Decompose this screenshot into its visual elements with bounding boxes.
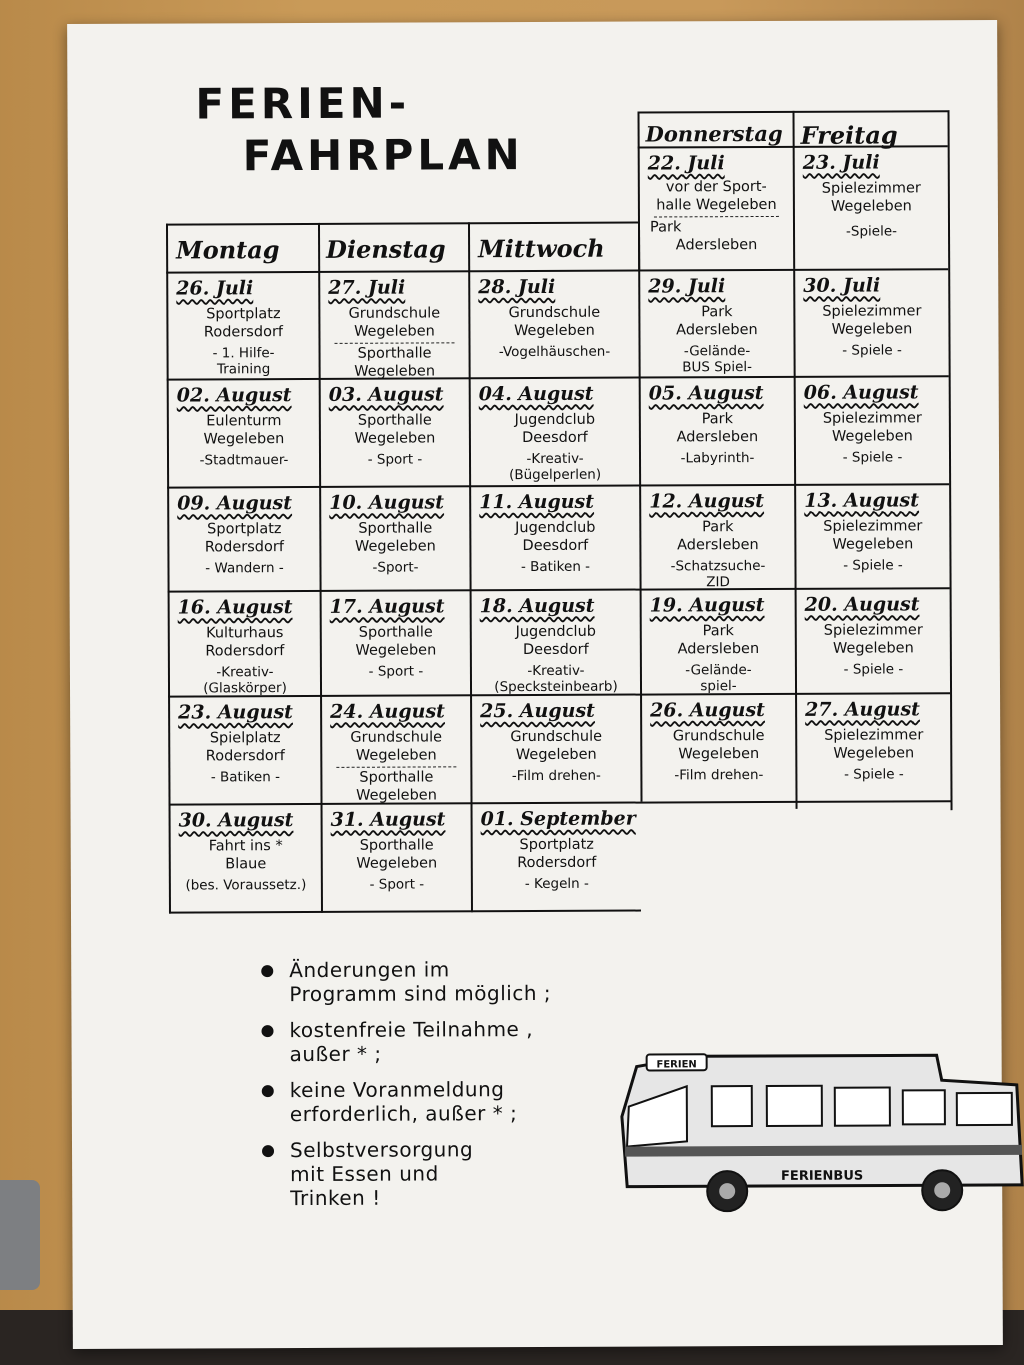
day-cell (641, 378, 794, 485)
day-place: Sportplatz (207, 521, 282, 538)
day-place: Wegeleben (831, 428, 913, 445)
day-activity: -Gelände- (685, 662, 752, 679)
day-cell (169, 380, 319, 487)
day-place: Wegeleben (831, 321, 913, 338)
day-activity: (Glaskörper) (203, 680, 287, 697)
day-activity: - Sport - (367, 451, 423, 468)
day-cell (168, 273, 318, 379)
day-activity: -Kreativ- (526, 450, 584, 468)
day-cell (797, 694, 950, 801)
day-place: Wegeleben (515, 746, 597, 764)
day-date: 24. August (330, 700, 445, 723)
day-activity: spiel- (700, 678, 737, 695)
note-item: kostenfreie Teilnahme , außer * ; (261, 1017, 621, 1067)
day-place: Adersleben (677, 537, 759, 554)
bullet-icon (262, 1085, 274, 1097)
day-place: Kulturhaus (206, 625, 284, 642)
day-date: 03. August (328, 383, 444, 406)
day-date: 02. August (176, 384, 292, 407)
weekday-header: Dienstag (326, 234, 446, 264)
day-activity: - Sport - (369, 876, 425, 893)
day-cell (472, 591, 640, 695)
day-cell (641, 486, 794, 589)
day-date: 05. August (648, 382, 764, 405)
day-place: Sportplatz (519, 836, 594, 854)
day-date: 30. Juli (803, 274, 881, 297)
weekday-header: Mittwoch (478, 233, 605, 264)
day-activity: -Kreativ- (527, 662, 585, 680)
day-date: 20. August (804, 593, 920, 616)
day-cell (470, 272, 638, 378)
day-activity: -Film drehen- (511, 767, 601, 785)
day-cell (642, 590, 795, 694)
day-activity: - Spiele - (844, 766, 904, 783)
day-place: Rodersdorf (204, 539, 284, 556)
day-place: Wegeleben (514, 322, 595, 340)
day-activity: - Spiele - (843, 557, 903, 574)
day-date: 10. August (329, 491, 445, 514)
day-activity: -Labyrinth- (680, 450, 755, 467)
day-activity: -Stadtmauer- (199, 452, 289, 469)
bullet-icon (261, 965, 273, 977)
day-place: Grundschule (672, 727, 765, 745)
day-date: 27. August (805, 698, 920, 721)
day-place: Rodersdorf (205, 748, 285, 765)
day-place: Wegeleben (354, 538, 436, 555)
day-activity: - Spiele - (842, 342, 902, 359)
day-place: Wegeleben (356, 855, 438, 872)
weekday-header: Montag (176, 235, 280, 265)
day-place: Sporthalle (358, 624, 433, 641)
day-date: 11. August (479, 490, 595, 514)
day-place: Spielezimmer (822, 410, 922, 427)
day-activity: - Sport - (368, 663, 424, 680)
day-activity: - 1. Hilfe- (212, 345, 275, 362)
title-line-1: FERIEN- (195, 78, 411, 129)
day-place: Sporthalle (359, 769, 434, 786)
day-cell (321, 379, 469, 486)
day-date: 19. August (649, 593, 765, 617)
day-cell (473, 804, 641, 911)
day-place: Rodersdorf (205, 643, 285, 660)
weekday-header: Donnerstag (645, 120, 783, 147)
day-place: Grundschule (510, 728, 603, 746)
day-place: Wegeleben (833, 745, 915, 762)
day-activity: - Spiele - (842, 449, 903, 466)
day-place: Wegeleben (830, 198, 912, 215)
day-place: Park (649, 219, 682, 236)
day-place: Spielezimmer (823, 518, 923, 535)
day-date: 27. Juli (328, 276, 406, 299)
day-activity: -Schatzsuche- (670, 557, 766, 575)
day-cell (472, 696, 640, 803)
day-activity: BUS Spiel- (682, 359, 753, 376)
day-place: Rodersdorf (203, 324, 284, 341)
day-activity: (Specksteinbearb) (494, 678, 618, 696)
day-place: Grundschule (508, 304, 601, 322)
day-date: 28. Juli (478, 275, 556, 299)
day-place: Jugendclub (515, 623, 596, 641)
bus-sign-text: FERIEN (656, 1059, 697, 1071)
day-cell (320, 272, 468, 378)
day-cell (169, 488, 319, 591)
day-place: Blaue (225, 856, 267, 873)
day-date: 16. August (177, 596, 293, 619)
day-cell (170, 592, 320, 696)
day-date: 26. August (650, 698, 765, 722)
day-date: 13. August (804, 489, 920, 512)
day-place: Park (701, 411, 734, 428)
day-place: Sporthalle (358, 520, 433, 537)
day-place: Sportplatz (206, 306, 281, 323)
weekday-header: Freitag (800, 120, 898, 150)
note-item: keine Voranmeldung erforderlich, außer * ; (262, 1077, 622, 1127)
day-place: Adersleben (675, 237, 758, 254)
day-place: Deesdorf (522, 641, 589, 659)
day-cell (796, 377, 949, 484)
day-date: 04. August (478, 382, 594, 406)
day-place: Spielezimmer (821, 180, 921, 197)
day-place: Spielezimmer (823, 622, 923, 639)
day-place: Wegeleben (355, 642, 437, 659)
day-activity: -Film drehen- (674, 767, 764, 784)
day-cell (640, 148, 794, 270)
day-cell (642, 695, 795, 802)
day-date: 06. August (803, 381, 919, 404)
day-date: 17. August (329, 595, 445, 618)
day-activity: (Bügelperlen) (509, 466, 602, 484)
day-place: Wegeleben (354, 323, 435, 340)
day-activity: -Kreativ- (216, 664, 274, 681)
day-place: Sporthalle (357, 412, 432, 429)
day-cell (471, 379, 639, 486)
day-activity: (bes. Voraussetz.) (185, 876, 307, 894)
day-activity: -Vogelhäuschen- (498, 343, 611, 361)
day-place: Park (702, 519, 734, 536)
note-item: Selbstversorgung mit Essen und Trinken ! (262, 1137, 622, 1211)
bus-side-text: FERIENBUS (781, 1168, 864, 1184)
bullet-icon (261, 1025, 273, 1037)
day-place: Wegeleben (832, 536, 914, 553)
day-place: Wegeleben (354, 363, 436, 380)
day-place: Grundschule (350, 729, 443, 746)
day-place: Adersleben (676, 322, 758, 339)
day-place: Jugendclub (515, 519, 596, 537)
day-place: Wegeleben (832, 640, 914, 657)
day-activity: -Gelände- (683, 343, 751, 360)
day-activity: - Wandern - (205, 560, 284, 577)
day-date: 18. August (479, 594, 595, 618)
day-cell (322, 591, 470, 695)
grid-line (166, 222, 638, 226)
day-place: Wegeleben (354, 430, 436, 447)
day-date: 29. Juli (648, 275, 726, 298)
day-cell (640, 271, 793, 377)
schedule-sheet (67, 20, 1003, 1349)
day-place: Sporthalle (359, 837, 434, 854)
day-place: Jugendclub (514, 411, 596, 429)
day-place: Adersleben (676, 429, 759, 446)
day-cell (322, 696, 470, 803)
day-activity: - Batiken - (520, 558, 591, 576)
day-activity: - Spiele - (843, 661, 904, 678)
day-cell (796, 485, 949, 588)
day-activity: -Spiele- (845, 223, 898, 240)
day-cell (321, 487, 469, 590)
day-activity: -Sport- (372, 559, 419, 576)
day-date: 23. Juli (802, 151, 880, 174)
day-place: vor der Sport- (665, 178, 767, 196)
day-activity: - Batiken - (210, 769, 280, 786)
day-place: Park (702, 623, 734, 640)
day-place: Sporthalle (357, 345, 432, 362)
note-item: Änderungen im Programm sind möglich ; (261, 957, 621, 1007)
day-cell (471, 487, 639, 590)
binder-clip (0, 1180, 40, 1290)
day-date: 23. August (178, 701, 293, 724)
day-cell (797, 589, 950, 693)
notes-list (261, 957, 622, 1223)
day-place: Wegeleben (356, 787, 437, 804)
bus-illustration (607, 1045, 1024, 1217)
day-place: Adersleben (677, 641, 760, 658)
day-place: Wegeleben (678, 746, 760, 763)
day-place: Fahrt ins * (208, 838, 283, 855)
day-date: 30. August (178, 809, 294, 832)
day-cell (171, 805, 321, 912)
day-date: 01. September (480, 807, 636, 831)
day-cell (795, 147, 949, 269)
day-date: 31. August (330, 808, 446, 831)
day-activity: ZID (706, 574, 730, 591)
day-date: 22. Juli (647, 152, 725, 175)
day-place: halle Wegeleben (656, 196, 777, 214)
day-cell (323, 804, 471, 911)
day-cell (170, 697, 320, 804)
day-activity: Training (216, 361, 271, 378)
title-line-2: FAHRPLAN (242, 130, 524, 181)
day-place: Spielezimmer (822, 303, 922, 320)
bullet-icon (262, 1145, 274, 1157)
day-place: Wegeleben (203, 431, 285, 448)
day-place: Spielezimmer (824, 727, 924, 744)
day-place: Eulenturm (206, 413, 282, 430)
day-place: Deesdorf (522, 429, 588, 447)
day-date: 12. August (649, 489, 765, 513)
day-date: 26. Juli (176, 277, 254, 300)
day-place: Spielplatz (209, 730, 281, 747)
day-place: Rodersdorf (517, 854, 597, 872)
day-date: 25. August (480, 699, 595, 723)
day-cell (795, 270, 948, 376)
day-place: Wegeleben (355, 747, 437, 764)
day-activity: - Kegeln - (524, 875, 589, 893)
day-place: Deesdorf (522, 537, 589, 555)
day-date: 09. August (177, 492, 293, 515)
day-place: Park (701, 304, 733, 321)
day-place: Grundschule (348, 305, 441, 322)
